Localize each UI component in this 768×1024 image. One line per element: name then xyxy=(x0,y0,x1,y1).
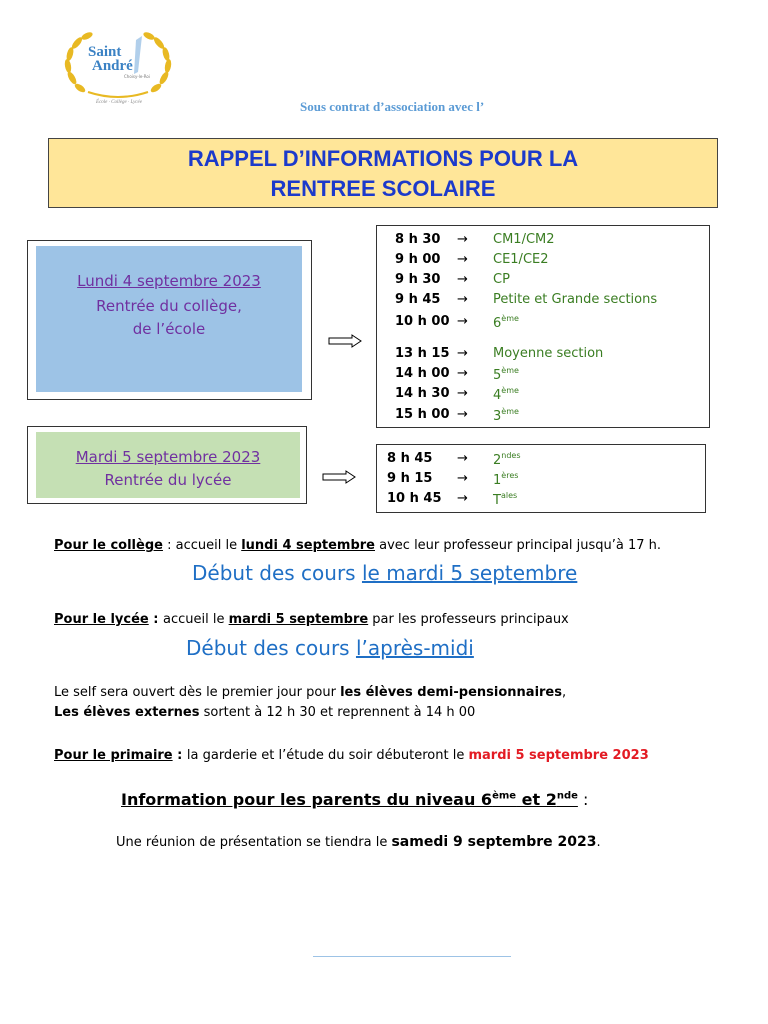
self-bold-2: Les élèves externes xyxy=(54,705,200,720)
schedule-class-sup: ème xyxy=(501,366,519,375)
schedule-time: 8 h 30 xyxy=(395,232,441,247)
schedule-row xyxy=(377,366,709,384)
school-logo xyxy=(58,28,180,110)
lycee-text-2: par les professeurs principaux xyxy=(368,612,569,627)
college-label: Pour le collège xyxy=(54,538,163,553)
meeting-info xyxy=(116,834,601,850)
schedule-time: 9 h 30 xyxy=(395,272,441,287)
self-line-2 xyxy=(54,705,475,720)
schedule-row xyxy=(377,491,705,509)
primaire-label: Pour le primaire xyxy=(54,748,173,763)
self-line-1 xyxy=(54,685,566,700)
monday-line-1: Rentrée du collège, xyxy=(96,297,242,315)
schedule-arrow-icon: → xyxy=(457,252,468,267)
schedule-class: Moyenne section xyxy=(493,346,604,361)
schedule-row xyxy=(377,272,709,290)
schedule-row xyxy=(377,346,709,364)
college-start-prefix: Début des cours xyxy=(192,561,362,585)
schedule-time: 14 h 00 xyxy=(395,366,450,381)
lycee-info xyxy=(54,612,569,627)
parents-info-colon: : xyxy=(577,790,589,809)
schedule-arrow-icon: → xyxy=(457,346,468,361)
schedule-class: CE1/CE2 xyxy=(493,252,549,267)
schedule-row xyxy=(377,451,705,469)
contract-text: Sous contrat d’association avec l’ xyxy=(300,99,485,114)
meeting-date: samedi 9 septembre 2023 xyxy=(391,834,597,850)
schedule-time: 9 h 15 xyxy=(387,471,433,486)
schedule-class: 4ème xyxy=(493,386,519,403)
schedule-row xyxy=(377,471,705,489)
lycee-start xyxy=(186,636,474,660)
parents-info-text-1: Information pour les parents du niveau 6 xyxy=(121,790,493,809)
self-text-1-end: , xyxy=(562,685,567,700)
schedule-row xyxy=(377,292,709,310)
lycee-start-prefix: Début des cours xyxy=(186,636,356,660)
page-title xyxy=(48,138,718,208)
title-line-2: RENTREE SCOLAIRE xyxy=(270,176,496,201)
primaire-info xyxy=(54,748,649,763)
parents-info-sup-2: nde xyxy=(556,790,578,802)
schedule-time: 13 h 15 xyxy=(395,346,450,361)
schedule-time: 9 h 00 xyxy=(395,252,441,267)
schedule-time: 10 h 45 xyxy=(387,491,442,506)
schedule-row xyxy=(377,386,709,404)
primaire-sep: : xyxy=(172,748,187,763)
schedule-time: 9 h 45 xyxy=(395,292,441,307)
schedule-class: 3ème xyxy=(493,407,519,424)
schedule-class: 5ème xyxy=(493,366,519,383)
parents-info-sup-1: ème xyxy=(492,790,517,802)
schedule-time: 15 h 00 xyxy=(395,407,450,422)
title-line-1: RAPPEL D’INFORMATIONS POUR LA xyxy=(187,146,579,171)
lycee-date: mardi 5 septembre xyxy=(228,612,369,627)
schedule-arrow-icon: → xyxy=(457,386,468,401)
arrow-right-icon xyxy=(328,334,362,348)
schedule-row xyxy=(377,252,709,270)
schedule-time: 10 h 00 xyxy=(395,314,450,329)
schedule-class: CM1/CM2 xyxy=(493,232,555,247)
schedule-arrow-icon: → xyxy=(457,491,468,506)
schedule-row xyxy=(377,232,709,250)
primaire-text: la garderie et l’étude du soir débuteront le xyxy=(186,748,469,763)
schedule-class-sup: ndes xyxy=(501,451,521,460)
schedule-class: $2^{ndes}$ xyxy=(493,451,521,468)
schedule-arrow-icon: → xyxy=(457,451,468,466)
schedule-class: 1ères xyxy=(493,471,519,488)
primaire-date: mardi 5 septembre 2023 xyxy=(468,748,649,763)
schedule-class-sup: ème xyxy=(501,407,519,416)
self-text-1: Le self sera ouvert dès le premier jour pour xyxy=(54,685,341,700)
meeting-end: . xyxy=(596,835,601,850)
college-text-2: avec leur professeur principal jusqu’à 17 h. xyxy=(375,538,662,553)
meeting-text: Une réunion de présentation se tiendra le xyxy=(116,835,392,850)
schedule-class-sup: ème xyxy=(501,386,519,395)
lycee-text-1: accueil le xyxy=(163,612,229,627)
schedule-class-sup: ème xyxy=(501,314,519,323)
schedule-class-sup: ales xyxy=(500,491,518,500)
schedule-row xyxy=(377,407,709,425)
schedule-arrow-icon: → xyxy=(457,314,468,329)
monday-date: Lundi 4 septembre 2023 xyxy=(77,272,261,290)
lycee-schedule xyxy=(376,444,706,513)
schedule-class: 6ème xyxy=(493,314,519,331)
schedule-arrow-icon: → xyxy=(457,407,468,422)
schedule-arrow-icon: → xyxy=(457,232,468,247)
self-text-2: sortent à 12 h 30 et reprennent à 14 h 00 xyxy=(199,705,476,720)
college-start-date: le mardi 5 septembre xyxy=(361,561,578,585)
monday-line-2: de l’école xyxy=(132,320,206,338)
schedule-class: $T^{ales}$ xyxy=(493,491,518,508)
schedule-arrow-icon: → xyxy=(457,292,468,307)
logo-text-saint: Saint xyxy=(88,44,122,60)
schedule-class-sup: ères xyxy=(501,471,519,480)
parents-info xyxy=(121,790,588,809)
parents-info-text-2: et 2 xyxy=(516,790,557,809)
logo-text-andre: André xyxy=(92,58,133,74)
schedule-arrow-icon: → xyxy=(457,272,468,287)
college-start xyxy=(192,561,577,585)
college-info xyxy=(54,538,661,553)
schedule-class: Petite et Grande sections xyxy=(493,292,658,307)
schedule-time: 8 h 45 xyxy=(387,451,433,466)
schedule-arrow-icon: → xyxy=(457,471,468,486)
schedule-time: 14 h 30 xyxy=(395,386,450,401)
college-date: lundi 4 septembre xyxy=(241,538,375,553)
arrow-right-icon xyxy=(322,470,356,484)
logo-place: Choisy-le-Roi xyxy=(124,74,150,79)
tuesday-line-1: Rentrée du lycée xyxy=(104,471,232,489)
monday-panel xyxy=(36,246,302,392)
tuesday-date: Mardi 5 septembre 2023 xyxy=(75,448,261,466)
footer-divider xyxy=(313,956,511,957)
schedule-arrow-icon: → xyxy=(457,366,468,381)
parents-info-heading xyxy=(121,790,578,809)
logo-motto: École · Collège · Lycée xyxy=(96,100,142,105)
lycee-label: Pour le lycée xyxy=(54,612,149,627)
lycee-sep: : xyxy=(148,612,163,627)
schedule-class: CP xyxy=(493,272,510,287)
lycee-start-date: l’après-midi xyxy=(355,636,474,660)
college-text-1: : accueil le xyxy=(162,538,242,553)
self-bold-1: les élèves demi-pensionnaires xyxy=(340,685,562,700)
schedule-row xyxy=(377,314,709,332)
college-ecole-schedule xyxy=(376,225,710,428)
